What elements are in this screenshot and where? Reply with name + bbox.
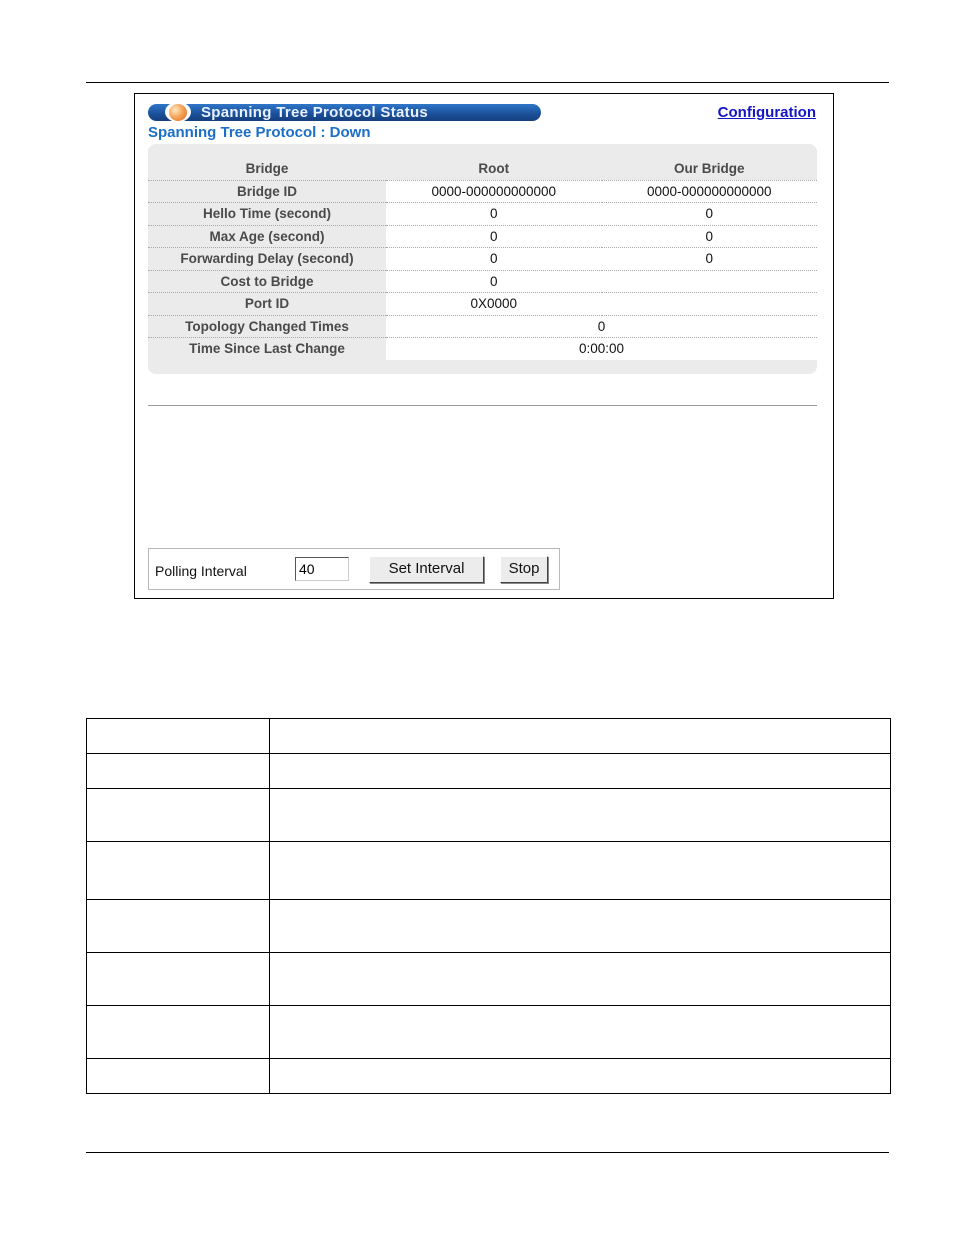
- table-cell: [87, 754, 270, 789]
- root-value: 0X0000: [386, 293, 602, 316]
- table-row: [87, 789, 891, 842]
- table-row: [87, 842, 891, 900]
- row-label: Cost to Bridge: [148, 270, 386, 293]
- footer-rule: [86, 1152, 889, 1153]
- span-value: 0:00:00: [386, 338, 817, 360]
- table-cell: [87, 842, 270, 900]
- table-cell: [87, 789, 270, 842]
- polling-interval-input[interactable]: [295, 557, 349, 581]
- title-bar: [148, 104, 541, 121]
- table-cell: [270, 789, 891, 842]
- column-header: Our Bridge: [602, 158, 818, 180]
- row-label: Hello Time (second): [148, 203, 386, 226]
- polling-interval-label: Polling Interval: [155, 563, 247, 579]
- polling-controls: [148, 548, 560, 590]
- table-row: [87, 719, 891, 754]
- panel-title: Spanning Tree Protocol Status: [201, 104, 429, 121]
- row-label: Port ID: [148, 293, 386, 316]
- table-row: [148, 203, 817, 226]
- row-label: Time Since Last Change: [148, 338, 386, 360]
- header-rule: [86, 82, 889, 83]
- table-header-row: [148, 158, 817, 180]
- column-header: Bridge: [148, 158, 386, 180]
- stp-status-line: Spanning Tree Protocol : Down: [148, 124, 371, 141]
- table-cell: [87, 1059, 270, 1094]
- our-bridge-value: [602, 270, 818, 293]
- stp-status-panel: [134, 93, 834, 599]
- table-cell: [270, 953, 891, 1006]
- table-cell: [270, 719, 891, 754]
- root-value: 0: [386, 225, 602, 248]
- our-bridge-value: 0: [602, 203, 818, 226]
- table-cell: [87, 719, 270, 754]
- table-row: [148, 225, 817, 248]
- set-interval-button[interactable]: Set Interval: [369, 556, 484, 583]
- orb-icon: [169, 104, 187, 121]
- table-row: [87, 900, 891, 953]
- configuration-link[interactable]: Configuration: [717, 104, 816, 121]
- root-value: 0: [386, 270, 602, 293]
- row-label: Forwarding Delay (second): [148, 248, 386, 271]
- table-row: [148, 338, 817, 360]
- root-value: 0: [386, 248, 602, 271]
- our-bridge-value: 0: [602, 225, 818, 248]
- table-cell: [270, 754, 891, 789]
- span-value: 0: [386, 315, 817, 338]
- table-cell: [87, 953, 270, 1006]
- table-cell: [87, 900, 270, 953]
- stop-button[interactable]: Stop: [500, 556, 548, 583]
- our-bridge-value: 0000-000000000000: [602, 180, 818, 203]
- stp-table-box: [148, 144, 817, 374]
- table-cell: [270, 842, 891, 900]
- row-label: Topology Changed Times: [148, 315, 386, 338]
- table-row: [87, 1059, 891, 1094]
- our-bridge-value: 0: [602, 248, 818, 271]
- table-row: [87, 1006, 891, 1059]
- our-bridge-value: [602, 293, 818, 316]
- table-row: [148, 270, 817, 293]
- panel-divider: [148, 405, 817, 406]
- table-row: [148, 293, 817, 316]
- row-label: Bridge ID: [148, 180, 386, 203]
- stp-table: [148, 158, 817, 360]
- root-value: 0: [386, 203, 602, 226]
- table-row: [87, 754, 891, 789]
- root-value: 0000-000000000000: [386, 180, 602, 203]
- table-row: [148, 248, 817, 271]
- table-cell: [270, 900, 891, 953]
- table-row: [148, 315, 817, 338]
- row-label: Max Age (second): [148, 225, 386, 248]
- table-cell: [87, 1006, 270, 1059]
- table-cell: [270, 1059, 891, 1094]
- table-row: [87, 953, 891, 1006]
- description-table: [86, 718, 891, 1094]
- table-row: [148, 180, 817, 203]
- table-cell: [270, 1006, 891, 1059]
- column-header: Root: [386, 158, 602, 180]
